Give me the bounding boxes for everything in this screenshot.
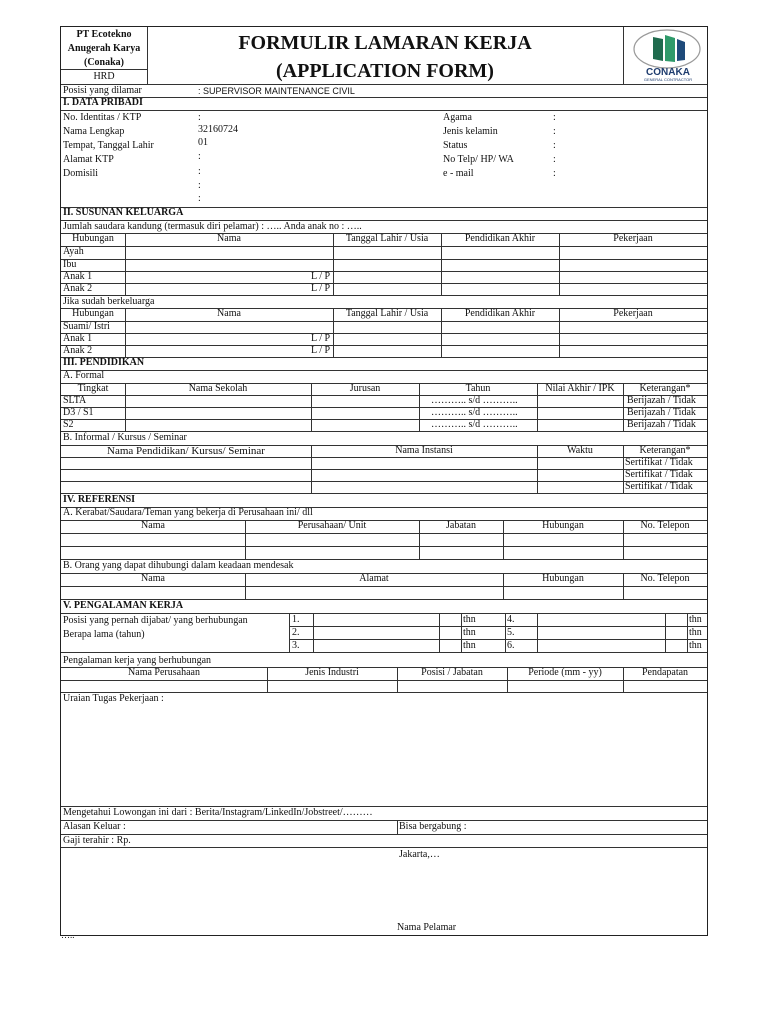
rel-mother: Ibu xyxy=(63,259,77,270)
divider xyxy=(61,357,707,358)
col-header: Nama xyxy=(217,233,241,244)
edu-level: D3 / S1 xyxy=(63,407,94,418)
col-header: Jenis Industri xyxy=(305,667,359,678)
label-email: e - mail xyxy=(443,168,474,179)
col-header: Nilai Akhir / IPK xyxy=(545,383,615,394)
divider xyxy=(61,321,707,322)
label-full-name: Nama Lengkap xyxy=(63,126,125,137)
divider xyxy=(61,586,707,587)
divider xyxy=(61,533,707,534)
rel-spouse: Suami/ Istri xyxy=(63,321,110,332)
col-divider xyxy=(311,445,312,493)
col-divider xyxy=(245,573,246,599)
col-divider xyxy=(505,613,506,652)
exp-num: 6. xyxy=(507,640,515,651)
company-name: Anugerah Karya xyxy=(67,43,141,54)
col-divider xyxy=(419,520,420,559)
col-header: Jabatan xyxy=(446,520,476,531)
divider xyxy=(289,626,707,627)
divider xyxy=(623,27,624,84)
section-title-education: III. PENDIDIKAN xyxy=(63,357,145,368)
col-divider xyxy=(623,445,624,493)
col-header: Pekerjaan xyxy=(613,233,653,244)
exp-q1: Posisi yang pernah dijabat/ yang berhubungan xyxy=(63,615,248,626)
rel-child1: Anak 1 xyxy=(63,271,93,282)
col-divider xyxy=(665,613,666,652)
logo-subtext: GENERAL CONTRACTOR xyxy=(643,77,693,82)
value-address[interactable]: : xyxy=(198,151,201,162)
value-phone[interactable]: : xyxy=(553,154,556,165)
label-phone: No Telp/ HP/ WA xyxy=(443,154,514,165)
divider xyxy=(289,639,707,640)
col-header: Perusahaan/ Unit xyxy=(297,520,367,531)
divider xyxy=(61,680,707,681)
col-header: Nama Instansi xyxy=(395,445,453,456)
logo-icon xyxy=(633,29,703,69)
col-divider xyxy=(441,308,442,357)
col-divider xyxy=(267,667,268,692)
inf-cert[interactable]: Sertifikat / Tidak xyxy=(625,481,693,492)
col-divider xyxy=(537,445,538,493)
col-divider xyxy=(397,820,398,834)
gender-choice[interactable]: L / P xyxy=(311,333,331,344)
col-divider xyxy=(461,613,462,652)
label-religion: Agama xyxy=(443,112,472,123)
ref-a-line: A. Kerabat/Saudara/Teman yang bekerja di Perusahaan ini/ dll xyxy=(63,507,313,518)
divider xyxy=(61,246,707,247)
col-header: Keterangan* xyxy=(639,445,691,456)
divider xyxy=(61,395,707,396)
col-divider xyxy=(503,573,504,599)
divider xyxy=(61,820,707,821)
col-header: Hubungan xyxy=(542,520,584,531)
formal-label: A. Formal xyxy=(63,370,105,381)
exp-unit: thn xyxy=(463,640,476,651)
exp-unit: thn xyxy=(689,627,702,638)
inf-cert[interactable]: Sertifikat / Tidak xyxy=(625,469,693,480)
col-divider xyxy=(623,667,624,692)
divider xyxy=(61,295,707,296)
col-divider xyxy=(559,308,560,357)
rel-child2: Anak 2 xyxy=(63,345,93,356)
col-divider xyxy=(125,308,126,357)
siblings-line: Jumlah saudara kandung (termasuk diri pelamar) : ….. Anda anak no : ….. xyxy=(63,221,362,232)
edu-cert[interactable]: Berijazah / Tidak xyxy=(627,419,696,430)
gender-choice[interactable]: L / P xyxy=(311,283,331,294)
company-name: PT Ecotekno xyxy=(76,29,132,40)
col-divider xyxy=(503,520,504,559)
label-status: Status xyxy=(443,140,468,151)
divider xyxy=(61,847,707,848)
divider xyxy=(61,493,707,494)
divider xyxy=(61,333,707,334)
label-domicile: Domisili xyxy=(63,168,99,179)
label-gender: Jenis kelamin xyxy=(443,126,498,137)
col-divider xyxy=(311,383,312,431)
col-header: Waktu xyxy=(567,445,593,456)
section-title-references: IV. REFERENSI xyxy=(63,494,136,505)
col-divider xyxy=(623,520,624,559)
col-header: Tanggal Lahir / Usia xyxy=(345,308,429,319)
exp-num: 4. xyxy=(507,614,515,625)
col-divider xyxy=(333,233,334,295)
exp-related: Pengalaman kerja yang berhubungan xyxy=(63,655,212,666)
value-gender[interactable]: : xyxy=(553,126,556,137)
divider xyxy=(61,481,707,482)
col-header: Hubungan xyxy=(542,573,584,584)
col-header: No. Telepon xyxy=(640,573,690,584)
col-header: Nama xyxy=(141,520,165,531)
divider xyxy=(61,283,707,284)
value-religion[interactable]: : xyxy=(553,112,556,123)
position-value[interactable]: : SUPERVISOR MAINTENANCE CIVIL xyxy=(198,86,355,96)
application-form xyxy=(60,26,708,940)
rel-child2: Anak 2 xyxy=(63,283,93,294)
exp-num: 1. xyxy=(292,614,300,625)
company-logo xyxy=(633,29,703,81)
divider xyxy=(61,613,707,614)
col-header: Pekerjaan xyxy=(613,308,653,319)
col-divider xyxy=(623,383,624,431)
col-header: Alamat xyxy=(359,573,389,584)
value-status[interactable]: : xyxy=(553,140,556,151)
value-extra[interactable]: : xyxy=(198,180,201,191)
position-label: Posisi yang dilamar xyxy=(63,85,142,96)
divider xyxy=(61,110,707,111)
col-header: Hubungan xyxy=(72,233,114,244)
value-birth[interactable]: 01 xyxy=(198,137,208,148)
rel-child1: Anak 1 xyxy=(63,333,93,344)
col-divider xyxy=(289,613,290,652)
edu-year[interactable]: ……….. s/d ……….. xyxy=(431,419,518,430)
section-title-experience: V. PENGALAMAN KERJA xyxy=(63,600,184,611)
gender-choice[interactable]: L / P xyxy=(311,271,331,282)
label-address: Alamat KTP xyxy=(63,154,114,165)
divider xyxy=(61,419,707,420)
col-divider xyxy=(125,233,126,295)
value-extra[interactable]: : xyxy=(198,193,201,204)
col-divider xyxy=(439,613,440,652)
col-divider xyxy=(623,573,624,599)
duties-textarea[interactable] xyxy=(61,705,707,805)
reason-leave: Alasan Keluar : xyxy=(63,821,126,832)
col-header: Nama xyxy=(217,308,241,319)
col-header: Nama xyxy=(141,573,165,584)
col-divider xyxy=(537,383,538,431)
exp-unit: thn xyxy=(689,614,702,625)
married-line: Jika sudah berkeluarga xyxy=(63,296,155,307)
col-divider xyxy=(419,383,420,431)
col-divider xyxy=(559,233,560,295)
footer-dots: ….. xyxy=(61,930,75,940)
section-divider xyxy=(61,97,707,110)
company-name: (Conaka) xyxy=(83,57,124,68)
available-join: Bisa bergabung : xyxy=(399,821,467,832)
col-header: Pendidikan Akhir xyxy=(464,308,536,319)
informal-label: B. Informal / Kursus / Seminar xyxy=(63,432,187,443)
department: HRD xyxy=(93,71,115,82)
col-header: Keterangan* xyxy=(639,383,691,394)
divider xyxy=(61,370,707,371)
vacancy-source: Mengetahui Lowongan ini dari : Berita/Instagram/LinkedIn/Jobstreet/……… xyxy=(63,807,373,818)
value-email[interactable]: : xyxy=(553,168,556,179)
edu-cert[interactable]: Berijazah / Tidak xyxy=(627,407,696,418)
applicant-name-label: Nama Pelamar xyxy=(397,922,457,933)
rel-father: Ayah xyxy=(63,246,84,257)
divider xyxy=(61,69,147,70)
exp-unit: thn xyxy=(463,614,476,625)
col-header: Posisi / Jabatan xyxy=(421,667,483,678)
last-salary: Gaji terahir : Rp. xyxy=(63,835,131,846)
col-header: Tahun xyxy=(465,383,491,394)
form-title: FORMULIR LAMARAN KERJA xyxy=(238,32,532,54)
divider xyxy=(61,407,707,408)
col-header: Hubungan xyxy=(72,308,114,319)
edu-level: S2 xyxy=(63,419,74,430)
section-title-family: II. SUSUNAN KELUARGA xyxy=(63,207,184,218)
section-title-personal: I. DATA PRIBADI xyxy=(63,97,143,108)
divider xyxy=(61,457,707,458)
divider xyxy=(61,469,707,470)
col-divider xyxy=(245,520,246,559)
col-divider xyxy=(397,667,398,692)
form-subtitle: (APPLICATION FORM) xyxy=(276,60,494,82)
ref-b-line: B. Orang yang dapat dihubungi dalam keadaan mendesak xyxy=(63,560,294,571)
col-header: Pendapatan xyxy=(641,667,689,678)
edu-level: SLTA xyxy=(63,395,87,406)
col-header: Tanggal Lahir / Usia xyxy=(345,233,429,244)
col-divider xyxy=(441,233,442,295)
divider xyxy=(61,259,707,260)
divider xyxy=(61,271,707,272)
exp-unit: thn xyxy=(463,627,476,638)
exp-unit: thn xyxy=(689,640,702,651)
exp-duties-label: Uraian Tugas Pekerjaan : xyxy=(63,693,164,704)
col-header: Pendidikan Akhir xyxy=(464,233,536,244)
exp-num: 3. xyxy=(292,640,300,651)
col-header: No. Telepon xyxy=(640,520,690,531)
exp-q2: Berapa lama (tahun) xyxy=(63,629,145,640)
position-row xyxy=(61,84,707,97)
exp-num: 2. xyxy=(292,627,300,638)
divider xyxy=(61,652,707,653)
inf-cert[interactable]: Sertifikat / Tidak xyxy=(625,457,693,468)
divider xyxy=(61,345,707,346)
edu-year[interactable]: ……….. s/d ……….. xyxy=(431,395,518,406)
col-header: Jurusan xyxy=(349,383,381,394)
col-header: Periode (mm - yy) xyxy=(528,667,602,678)
value-name[interactable]: 32160724 xyxy=(198,124,238,135)
col-header: Tingkat xyxy=(77,383,109,394)
col-divider xyxy=(125,383,126,431)
value-domicile[interactable]: : xyxy=(198,166,201,177)
place-date: Jakarta,… xyxy=(399,849,440,860)
divider xyxy=(61,546,707,547)
value-ktp[interactable]: : xyxy=(198,112,201,123)
col-divider xyxy=(313,613,314,652)
edu-year[interactable]: ……….. s/d ……….. xyxy=(431,407,518,418)
col-header: Nama Sekolah xyxy=(188,383,248,394)
edu-cert[interactable]: Berijazah / Tidak xyxy=(627,395,696,406)
col-divider xyxy=(687,613,688,652)
label-birth: Tempat, Tanggal Lahir xyxy=(63,140,154,151)
col-divider xyxy=(333,308,334,357)
gender-choice[interactable]: L / P xyxy=(311,345,331,356)
col-divider xyxy=(537,613,538,652)
label-ktp: No. Identitas / KTP xyxy=(63,112,142,123)
exp-num: 5. xyxy=(507,627,515,638)
divider xyxy=(61,834,707,835)
col-header: Nama Pendidikan/ Kursus/ Seminar xyxy=(107,445,265,457)
logo-text: CONAKA xyxy=(646,67,690,78)
col-divider xyxy=(507,667,508,692)
col-header: Nama Perusahaan xyxy=(128,667,200,678)
